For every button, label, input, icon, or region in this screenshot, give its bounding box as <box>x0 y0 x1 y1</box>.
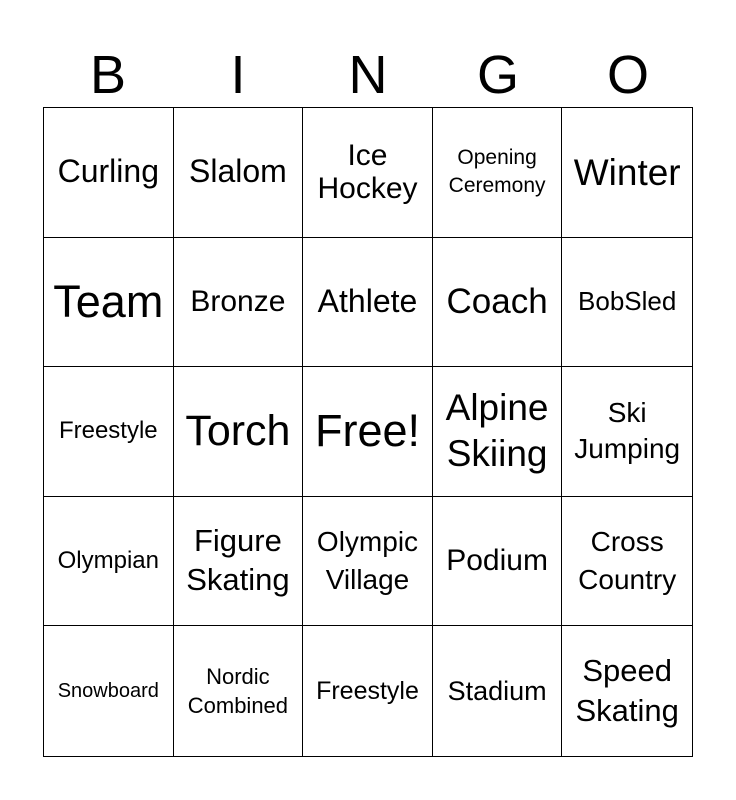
bingo-cell: Speed Skating <box>575 652 679 729</box>
header-letter-b: B <box>89 45 127 105</box>
bingo-cell: Ice Hockey <box>303 108 433 238</box>
bingo-cell: Olympic Village <box>303 497 433 627</box>
free-space: Free! <box>303 367 433 497</box>
bingo-header <box>43 42 693 108</box>
bingo-card <box>43 107 693 757</box>
bingo-cell: Podium <box>433 497 563 627</box>
header-letter-g: G <box>476 45 519 105</box>
bingo-cell: Athlete <box>303 238 433 368</box>
bingo-cell: Slalom <box>174 108 304 238</box>
bingo-cell: Torch <box>174 367 304 497</box>
header-letter-o: O <box>606 45 649 105</box>
bingo-cell: Alpine Skiing <box>433 367 563 497</box>
bingo-cell: Curling <box>44 108 174 238</box>
bingo-cell: Freestyle <box>303 626 433 756</box>
bingo-cell: Bronze <box>174 238 304 368</box>
bingo-cell: Ski Jumping <box>562 367 692 497</box>
bingo-cell: Stadium <box>433 626 563 756</box>
bingo-cell: Coach <box>433 238 563 368</box>
header-letter-i: I <box>230 45 246 105</box>
bingo-cell: Freestyle <box>44 367 174 497</box>
bingo-cell: Snowboard <box>44 626 174 756</box>
bingo-cell: Olympian <box>44 497 174 627</box>
bingo-cell: Opening Ceremony <box>433 108 563 238</box>
bingo-cell: Figure Skating <box>174 497 304 627</box>
header-letter-n: N <box>348 45 388 105</box>
bingo-cell: Cross Country <box>562 497 692 627</box>
bingo-cell: Nordic Combined <box>174 626 304 756</box>
bingo-cell: Winter <box>562 108 692 238</box>
bingo-cell: BobSled <box>562 238 692 368</box>
bingo-cell: Team <box>44 238 174 368</box>
